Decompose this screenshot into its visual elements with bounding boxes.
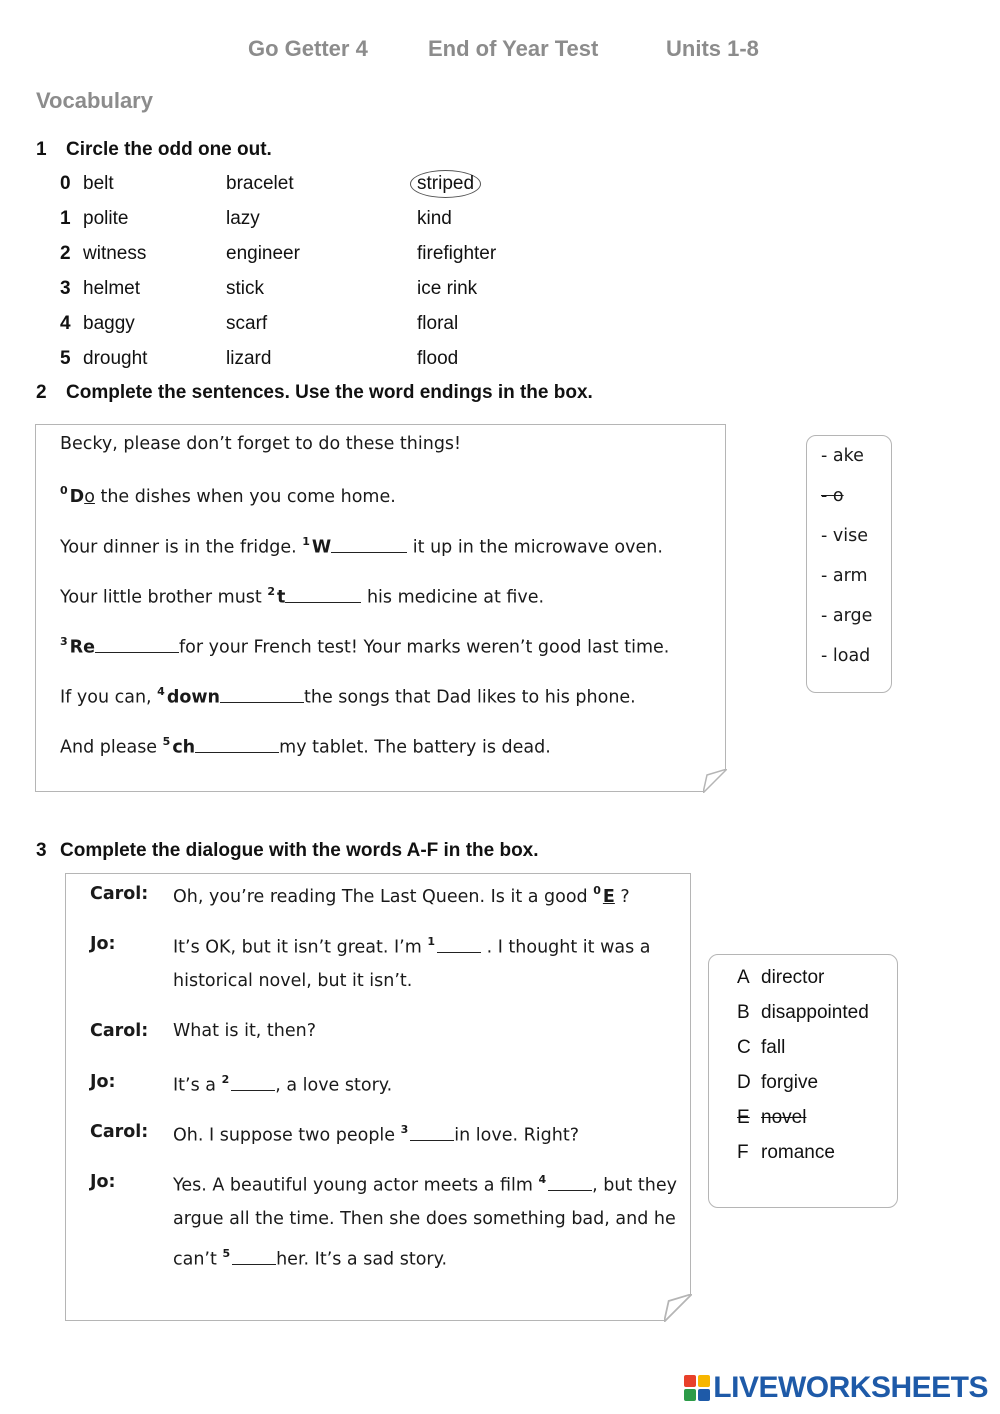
- word-option[interactable]: ice rink: [417, 278, 478, 299]
- dialogue-line-3: [173, 1072, 392, 1096]
- option-word: director: [761, 967, 825, 988]
- exercise-3-heading: [36, 840, 539, 862]
- answer-gap-3[interactable]: [410, 1122, 454, 1141]
- item-number: 0: [593, 884, 601, 897]
- liveworksheets-logo: [684, 1372, 988, 1404]
- item-number: 1: [60, 208, 71, 229]
- item-number: 0: [60, 173, 71, 194]
- test-title: End of Year Test: [428, 36, 599, 61]
- list-item: [0, 313, 600, 343]
- option-letter: D: [737, 1072, 751, 1093]
- word-option[interactable]: floral: [417, 313, 459, 334]
- logo-square: [698, 1375, 710, 1387]
- list-item: [0, 278, 600, 308]
- answer-gap-1[interactable]: [331, 534, 407, 553]
- word-option[interactable]: kind: [417, 208, 452, 229]
- word-options-box: [708, 954, 898, 1208]
- dialogue-text: It’s a: [173, 1075, 222, 1096]
- item-number: 1: [427, 934, 435, 948]
- dialogue-text: argue all the time. Then she does something bad, and he: [173, 1209, 676, 1229]
- exercise-instruction: Circle the odd one out.: [66, 139, 272, 160]
- item-number: 0: [60, 484, 68, 497]
- list-item: [0, 173, 600, 203]
- word-option[interactable]: polite: [83, 208, 129, 229]
- word-option[interactable]: helmet: [83, 278, 141, 299]
- word-option[interactable]: lizard: [226, 348, 272, 369]
- answer-gap-1[interactable]: [437, 934, 481, 953]
- sentence-text: it up in the microwave oven.: [407, 537, 663, 558]
- units-title: Units 1-8: [666, 36, 759, 61]
- answer-gap-4[interactable]: [220, 684, 304, 703]
- exercise-1-heading: [36, 139, 272, 161]
- speaker-label: Carol:: [90, 884, 149, 904]
- option-item: [737, 1072, 818, 1094]
- dialogue-text: her. It’s a sad story.: [276, 1249, 448, 1270]
- word-start: Re: [69, 637, 96, 658]
- word-option[interactable]: belt: [83, 173, 114, 194]
- exercise-instruction: Complete the sentences. Use the word endings in the box.: [66, 382, 593, 403]
- word-option[interactable]: stick: [226, 278, 264, 299]
- dialogue-text: . I thought it was a: [481, 937, 651, 958]
- dialogue-line-5-end: [173, 1246, 447, 1270]
- dialogue-text: Yes. A beautiful young actor meets a film: [173, 1175, 539, 1196]
- option-item: [737, 967, 824, 989]
- option-word: disappointed: [761, 1002, 869, 1023]
- answer-gap-3[interactable]: [95, 634, 179, 653]
- sentence-text: And please: [60, 737, 163, 758]
- word-option[interactable]: engineer: [226, 243, 300, 264]
- ending-item: - arm: [821, 566, 868, 586]
- ending-item: - arge: [821, 606, 873, 626]
- option-letter: A: [737, 967, 750, 988]
- list-item: [0, 243, 600, 273]
- option-word: forgive: [761, 1072, 819, 1093]
- item-number: 2: [221, 1072, 230, 1086]
- sentence-text: Your dinner is in the fridge.: [60, 537, 303, 558]
- answer-gap-2[interactable]: [285, 584, 361, 603]
- dialogue-text: historical novel, but it isn’t.: [173, 971, 413, 991]
- option-item: [737, 1002, 869, 1024]
- speaker-label: Jo:: [90, 934, 116, 954]
- exercise-number: 2: [36, 382, 47, 403]
- speaker-label: Carol:: [90, 1021, 149, 1041]
- note-sentence-5: [60, 734, 551, 758]
- book-title: Go Getter 4: [248, 36, 368, 61]
- dialogue-text: Oh. I suppose two people: [173, 1125, 401, 1146]
- page-fold-icon: [703, 769, 727, 793]
- exercise-number: 1: [36, 139, 47, 160]
- word-start: down: [166, 687, 221, 708]
- page-fold-icon: [664, 1294, 692, 1322]
- sentence-text: his medicine at five.: [361, 587, 545, 608]
- note-intro: Becky, please don’t forget to do these things!: [60, 434, 462, 454]
- dialogue-text: ?: [614, 887, 630, 907]
- option-item: [737, 1037, 785, 1059]
- item-number: 4: [538, 1172, 547, 1186]
- item-number: 3: [60, 278, 71, 299]
- item-number: 4: [157, 684, 165, 698]
- item-number: 1: [302, 534, 310, 548]
- example-answer: o: [84, 487, 95, 507]
- answer-gap-5[interactable]: [195, 734, 279, 753]
- list-item: [0, 208, 600, 238]
- answer-gap-2[interactable]: [231, 1072, 275, 1091]
- ending-item: - ake: [821, 446, 864, 466]
- option-letter: E: [737, 1107, 750, 1128]
- ending-item: - vise: [821, 526, 868, 546]
- note-sentence-0: [60, 484, 396, 507]
- note-sentence-2: [60, 584, 544, 608]
- word-start: t: [277, 587, 286, 608]
- note-box: [35, 424, 726, 792]
- option-item: [737, 1142, 835, 1164]
- logo-square: [684, 1389, 696, 1401]
- item-number: 4: [60, 313, 71, 334]
- ending-item: - load: [821, 646, 871, 666]
- word-endings-box: [806, 435, 892, 693]
- speaker-label: Jo:: [90, 1072, 116, 1092]
- option-word: romance: [761, 1142, 835, 1163]
- word-option-circled[interactable]: striped: [410, 170, 481, 198]
- word-start: D: [69, 487, 85, 507]
- dialogue-text: It’s OK, but it isn’t great. I’m: [173, 937, 428, 958]
- example-answer: E: [602, 887, 615, 907]
- item-number: 5: [222, 1246, 231, 1260]
- item-number: 2: [60, 243, 71, 264]
- option-word: fall: [761, 1037, 786, 1058]
- dialogue-line-4: [173, 1122, 579, 1146]
- logo-text: LIVEWORKSHEETS: [713, 1371, 988, 1404]
- logo-square: [684, 1375, 696, 1387]
- sentence-text: my tablet. The battery is dead.: [279, 737, 551, 758]
- exercise-number: 3: [36, 840, 47, 861]
- sentence-text: the dishes when you come home.: [94, 487, 396, 507]
- option-letter: C: [737, 1037, 751, 1058]
- sentence-text: If you can,: [60, 687, 158, 708]
- dialogue-line-5: [173, 1172, 677, 1196]
- dialogue-text: Oh, you’re reading The Last Queen. Is it a good: [173, 887, 594, 907]
- word-start: ch: [172, 737, 196, 758]
- section-title: Vocabulary: [36, 88, 153, 113]
- word-option[interactable]: firefighter: [417, 243, 497, 264]
- page-header: [0, 36, 1000, 66]
- note-sentence-1: [60, 534, 663, 558]
- note-sentence-3: [60, 634, 669, 658]
- answer-gap-4[interactable]: [548, 1172, 592, 1191]
- sentence-text: for your French test! Your marks weren’t good last time.: [179, 637, 670, 658]
- dialogue-text: can’t: [173, 1249, 223, 1270]
- ending-item-used: - o: [821, 486, 844, 506]
- dialogue-line-0: [173, 884, 630, 907]
- logo-square: [698, 1389, 710, 1401]
- option-letter: F: [737, 1142, 749, 1163]
- exercise-2-heading: [36, 382, 593, 404]
- word-option[interactable]: flood: [417, 348, 459, 369]
- word-option[interactable]: drought: [83, 348, 148, 369]
- list-item: [0, 348, 600, 378]
- item-number: 3: [400, 1122, 409, 1136]
- item-number: 3: [60, 634, 68, 648]
- word-option[interactable]: lazy: [226, 208, 260, 229]
- dialogue-box: [65, 873, 691, 1321]
- word-start: W: [311, 537, 332, 558]
- dialogue-text: in love. Right?: [454, 1125, 579, 1146]
- item-number: 5: [60, 348, 71, 369]
- dialogue-line-2: What is it, then?: [173, 1021, 317, 1041]
- speaker-label: Carol:: [90, 1122, 149, 1142]
- word-option[interactable]: bracelet: [226, 173, 294, 194]
- answer-gap-5[interactable]: [232, 1246, 276, 1265]
- item-number: 5: [162, 734, 171, 748]
- word-option[interactable]: scarf: [226, 313, 268, 334]
- exercise-instruction: Complete the dialogue with the words A-F in the box.: [60, 840, 539, 861]
- option-item-used: [737, 1107, 806, 1129]
- word-option[interactable]: baggy: [83, 313, 135, 334]
- word-option[interactable]: witness: [83, 243, 147, 264]
- dialogue-text: , a love story.: [275, 1075, 393, 1096]
- liveworksheets-logo-icon: [684, 1375, 710, 1401]
- sentence-text: Your little brother must: [60, 587, 268, 608]
- dialogue-line-1: [173, 934, 651, 958]
- sentence-text: the songs that Dad likes to his phone.: [304, 687, 636, 708]
- note-sentence-4: [60, 684, 636, 708]
- item-number: 2: [267, 584, 275, 598]
- speaker-label: Jo:: [90, 1172, 116, 1192]
- option-word: novel: [761, 1107, 807, 1128]
- option-letter: B: [737, 1002, 750, 1023]
- dialogue-text: , but they: [592, 1175, 677, 1196]
